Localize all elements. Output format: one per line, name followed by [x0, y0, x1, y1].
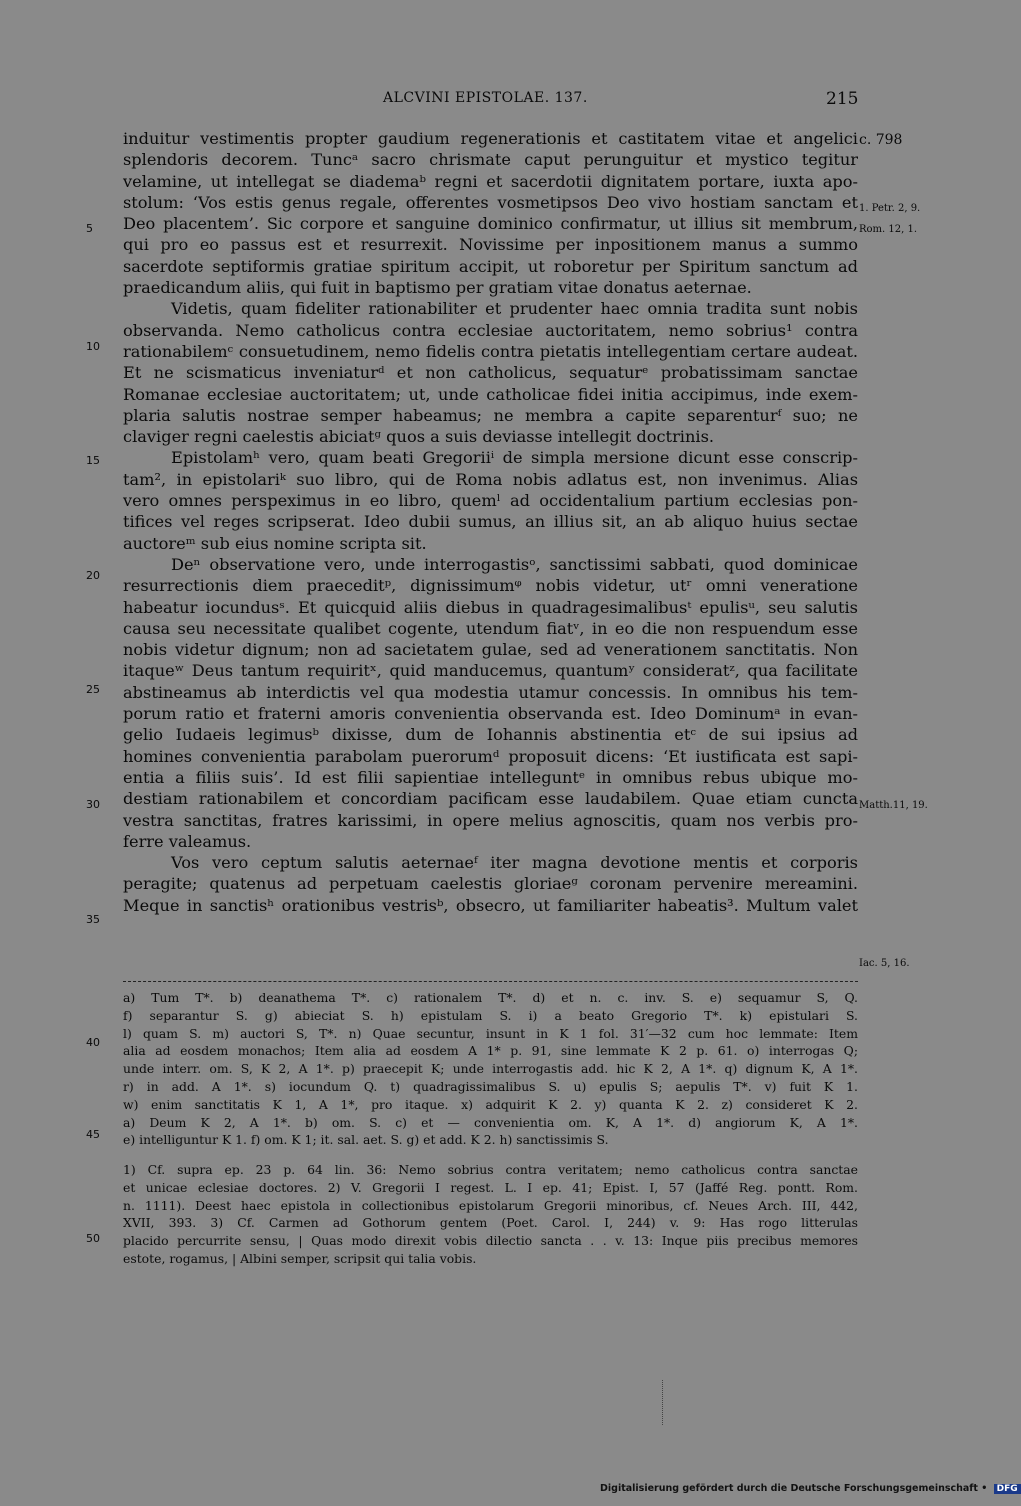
- text-line: splendoris decorem. Tuncᵃ sacro chrismate caput perunguitur et mystico tegitur: [123, 150, 858, 170]
- digitization-credit: [600, 1483, 1021, 1494]
- text-line: induitur vestimentis propter gaudium regenerationis et castitatem vitae et angelici: [123, 129, 858, 148]
- scan-artifact-line: [662, 1380, 663, 1425]
- footnotes: [123, 1161, 858, 1268]
- text-line: Meque in sanctisʰ orationibus vestrisᵇ, obsecro, ut familiariter habeatis³. Multum valet: [123, 895, 858, 915]
- text-line: abstineamus ab interdictis vel qua modestia utamur concessis. In omnibus his tem-: [123, 682, 858, 702]
- main-text: [123, 128, 858, 916]
- dfg-logo: DFG: [994, 1484, 1021, 1494]
- line-number: 50: [86, 1232, 100, 1245]
- text-line: porum ratio et fraterni amoris convenientia observanda est. Ideo Dominumᵃ in evan-: [123, 704, 858, 724]
- variant-note-line: r) in add. A 1*. s) iocundum Q. t) quadragissimalibus S. u) epulis S; aepulis T*. v) fuit K 1.: [123, 1078, 858, 1094]
- text-line: tam², in epistolariᵏ suo libro, qui de Roma nobis adlatus est, non invenimus. Alias: [123, 469, 858, 489]
- variant-apparatus: [123, 989, 858, 1149]
- text-line: stolum: ‘Vos estis genus regale, offerentes vosmetipsos Deo vivo hostiam sanctam et: [123, 192, 858, 212]
- margin-reference: c. 798: [859, 132, 903, 148]
- variant-note-line: e) intelliguntur K 1. f) om. K 1; it. sal. aet. S. g) et add. K 2. h) sanctissimis S.: [123, 1132, 609, 1148]
- text-line: rationabilemᶜ consuetudinem, nemo fidelis contra pietatis intellegentiam certare audeat.: [123, 341, 858, 361]
- variant-note-line: f) separantur S. g) abieciat S. h) epistulam S. i) a beato Gregorio T*. k) epistulari S.: [123, 1007, 858, 1023]
- variant-note-line: l) quam S. m) auctori S, T*. n) Quae secuntur, insunt in K 1 fol. 31′—32 cum hoc lemmate: Item: [123, 1025, 858, 1041]
- variant-note-line: alia ad eosdem monachos; Item alia ad eosdem A 1* p. 91, sine lemmate K 2 p. 61. o) interrogas Q;: [123, 1043, 858, 1059]
- text-line: peragite; quatenus ad perpetuam caelestis gloriaeᵍ coronam pervenire mereamini.: [123, 874, 858, 894]
- text-line: ferre valeamus.: [123, 831, 252, 851]
- text-line: destiam rationabilem et concordiam pacificam esse laudabilem. Quae etiam cuncta: [123, 789, 858, 809]
- footnote-line: XVII, 393. 3) Cf. Carmen ad Gothorum gentem (Poet. Carol. I, 244) v. 9: Has rogo litterulas: [123, 1215, 858, 1231]
- text-line: vestra sanctitas, fratres karissimi, in opere melius agnoscitis, quam nos verbis pro-: [123, 810, 858, 830]
- text-line: nobis videtur dignum; non ad sacietatem gulae, sed ad venerationem sanctitatis. Non: [123, 640, 858, 660]
- text-line: causa seu necessitate qualibet cogente, utendum fiatᵛ, in eo die non respuendum esse: [123, 618, 858, 638]
- line-number: 35: [86, 913, 100, 926]
- line-number: 40: [86, 1036, 100, 1049]
- text-line: Deo placentem’. Sic corpore et sanguine dominico confirmatur, ut illius sit membrum,: [123, 214, 858, 234]
- variant-note-line: unde interr. om. S, K 2, A 1*. p) praecepit K; unde interrogastis add. hic K 2, A 1*. q) dignum K, A 1*.: [123, 1061, 858, 1077]
- variant-note-line: a) Deum K 2, A 1*. b) om. S. c) et — convenientia om. K, A 1*. d) angiorum K, A 1*.: [123, 1114, 858, 1130]
- margin-reference: Iac. 5, 16.: [859, 958, 910, 969]
- variant-note-line: w) enim sanctitatis K 1, A 1*, pro itaque. x) adquirit K 2. y) quanta K 2. z) consideret K 2.: [123, 1096, 858, 1112]
- line-number: 5: [86, 222, 93, 235]
- text-line: homines convenientia parabolam puerorumᵈ proposuit dicens: ‘Et iustificata est sapi-: [123, 746, 858, 766]
- line-number: 30: [86, 798, 100, 811]
- footnote-line: n. 1111). Deest haec epistola in collectionibus epistolarum Gregorii minoribus, cf. Neues Arch. III, 442,: [123, 1197, 858, 1213]
- running-title: ALCVINI EPISTOLAE. 137.: [383, 90, 588, 106]
- text-line: qui pro eo passus est et resurrexit. Novissime per inpositionem manus a summo: [123, 235, 858, 255]
- line-number: 45: [86, 1128, 100, 1141]
- margin-reference: Rom. 12, 1.: [859, 224, 918, 235]
- footnote-line: et unicae eclesiae doctores. 2) V. Gregorii I regest. L. I ep. 41; Epist. I, 57 (Jaffé Reg. pontt. Rom.: [123, 1179, 858, 1195]
- margin-reference: Matth.11, 19.: [859, 800, 928, 811]
- footnote-line: estote, rogamus, | Albini semper, scripsit qui talia vobis.: [123, 1250, 477, 1266]
- text-line: praedicandum aliis, qui fuit in baptismo per gratiam vitae donatus aeternae.: [123, 278, 752, 298]
- text-line: auctoreᵐ sub eius nomine scripta sit.: [123, 533, 427, 553]
- text-line: plaria salutis nostrae semper habeamus; ne membra a capite separenturᶠ suo; ne: [123, 405, 858, 425]
- variant-note-line: a) Tum T*. b) deanathema T*. c) rationalem T*. d) et n. c. inv. S. e) sequamur S, Q.: [123, 990, 858, 1005]
- text-line: entia a filiis suis’. Id est filii sapientiae intelleguntᵉ in omnibus rebus ubique mo-: [123, 767, 858, 787]
- text-line: sacerdote septiformis gratiae spiritum accipit, ut roboretur per Spiritum sanctum ad: [123, 256, 858, 276]
- digitization-text: Digitalisierung gefördert durch die Deutsche Forschungsgemeinschaft •: [600, 1483, 988, 1494]
- footnote-line: 1) Cf. supra ep. 23 p. 64 lin. 36: Nemo sobrius contra veritatem; nemo catholicus contra sanctae: [123, 1162, 858, 1177]
- text-line: Et ne scismaticus inveniaturᵈ et non catholicus, sequaturᵉ probatissimam sanctae: [123, 363, 858, 383]
- line-number: 25: [86, 683, 100, 696]
- footnote-separator: [123, 981, 858, 982]
- text-line: habeatur iocundusˢ. Et quicquid aliis diebus in quadragesimalibusᵗ epulisᵘ, seu salutis: [123, 597, 858, 617]
- text-line: itaqueʷ Deus tantum requiritˣ, quid manducemus, quantumʸ consideratᶻ, qua facilitate: [123, 661, 858, 681]
- text-line: resurrectionis diem praeceditᵖ, dignissimumᵠ nobis videtur, utʳ omni veneratione: [123, 576, 858, 596]
- text-line: vero omnes perspeximus in eo libro, quemˡ ad occidentalium partium ecclesias pon-: [123, 491, 858, 511]
- text-line: velamine, ut intellegat se diademaᵇ regni et sacerdotii dignitatem portare, iuxta apo-: [123, 171, 858, 191]
- text-line: Romanae ecclesiae auctoritatem; ut, unde catholicae fidei initia accipimus, inde exem-: [123, 384, 858, 404]
- line-number: 10: [86, 340, 100, 353]
- text-line: Epistolamʰ vero, quam beati Gregoriiⁱ de simpla mersione dicunt esse conscrip-: [171, 448, 858, 468]
- page-number: 215: [826, 89, 859, 109]
- text-line: claviger regni caelestis abiciatᵍ quos a suis deviasse intellegit doctrinis.: [123, 427, 715, 447]
- line-number: 15: [86, 454, 100, 467]
- text-line: gelio Iudaeis legimusᵇ dixisse, dum de Iohannis abstinentia etᶜ de sui ipsius ad: [123, 725, 858, 745]
- text-line: Deⁿ observatione vero, unde interrogastisᵒ, sanctissimi sabbati, quod dominicae: [171, 554, 858, 574]
- footnote-line: placido percurrite sensu, | Quas modo direxit vobis dilectio sancta . . v. 13: Inque piis precibus memores: [123, 1233, 858, 1249]
- running-header: [0, 90, 1000, 114]
- text-line: Videtis, quam fideliter rationabiliter et prudenter haec omnia tradita sunt nobis: [171, 299, 858, 319]
- line-number: 20: [86, 569, 100, 582]
- text-line: Vos vero ceptum salutis aeternaeᶠ iter magna devotione mentis et corporis: [171, 853, 858, 873]
- text-line: observanda. Nemo catholicus contra ecclesiae auctoritatem, nemo sobrius¹ contra: [123, 320, 858, 340]
- text-line: tifices vel reges scripserat. Ideo dubii sumus, an illius sit, an ab aliquo huius sectae: [123, 512, 858, 532]
- margin-reference: 1. Petr. 2, 9.: [859, 203, 921, 214]
